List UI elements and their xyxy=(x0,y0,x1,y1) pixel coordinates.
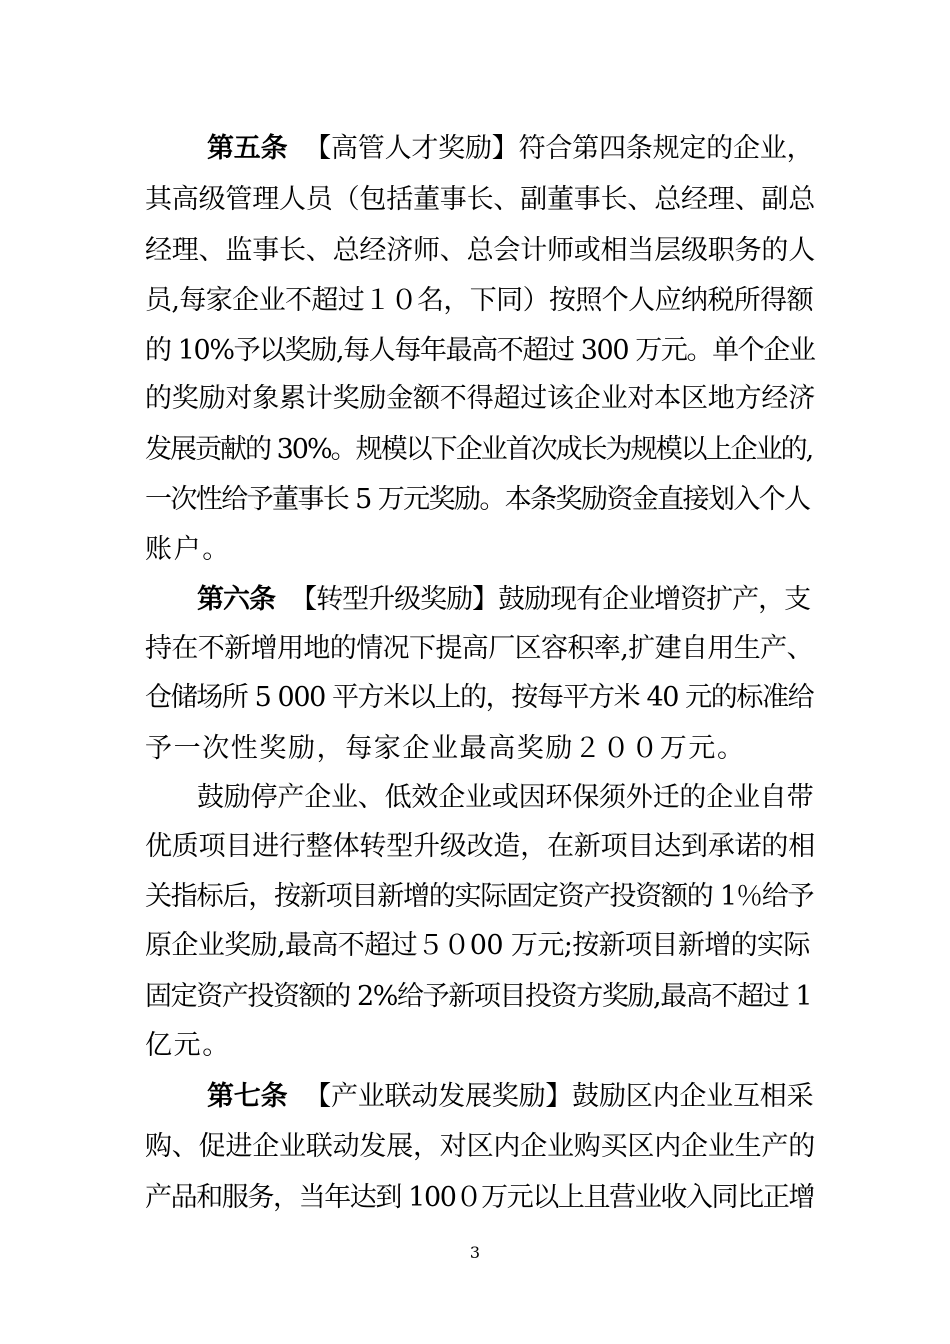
article-5-line-3: 经理、监事长、总经济师、总会计师或相当层级职务的人 xyxy=(145,235,815,266)
article-7-line-3: 产品和服务，当年达到 100０万元以上且营业收入同比正增 xyxy=(145,1182,814,1213)
article-5-first-line xyxy=(207,132,813,166)
article-5-line-4: 员,每家企业不超过１０名，下同）按照个人应纳税所得额 xyxy=(145,285,813,316)
article-7-heading: 第七条 xyxy=(207,1081,288,1112)
article-5-line-7: 发展贡献的 30%。规模以下企业首次成长为规模以上企业的, xyxy=(145,434,813,465)
article-5-line-2: 其高级管理人员（包括董事长、副董事长、总经理、副总 xyxy=(145,184,815,215)
article-5-heading: 第五条 xyxy=(207,133,288,164)
article-6-para2-line-1: 鼓励停产企业、低效企业或因环保须外迁的企业自带 xyxy=(197,782,814,813)
article-6-line-3: 仓储场所 5 000 平方米以上的，按每平方米 40 元的标准给 xyxy=(145,682,814,713)
article-5-line-1: 【高管人才奖励】符合第四条规定的企业， xyxy=(304,133,814,164)
article-5-line-6: 的奖励对象累计奖励金额不得超过该企业对本区地方经济 xyxy=(145,383,815,414)
article-5-line-8: 一次性给予董事长 5 万元奖励。本条奖励资金直接划入个人 xyxy=(145,484,810,515)
article-6-para2-line-2: 优质项目进行整体转型升级改造，在新项目达到承诺的相 xyxy=(145,831,815,862)
article-7-first-line xyxy=(207,1080,813,1114)
article-6-line-4: 予一次性奖励，每家企业最高奖励２００万元。 xyxy=(145,733,746,764)
article-6-para2-line-3: 关指标后，按新项目新增的实际固定资产投资额的 1％给予 xyxy=(145,881,814,912)
article-5-line-9: 账户。 xyxy=(145,534,231,565)
page-number: 3 xyxy=(469,1243,481,1262)
article-6-line-1: 【转型升级奖励】鼓励现有企业增资扩产，支 xyxy=(290,584,811,615)
article-6-first-line xyxy=(197,583,810,617)
article-6-line-2: 持在不新增用地的情况下提高厂区容积率,扩建自用生产、 xyxy=(145,633,813,664)
article-6-heading: 第六条 xyxy=(197,584,275,615)
article-7-line-1: 【产业联动发展奖励】鼓励区内企业互相采 xyxy=(304,1081,814,1112)
article-7-line-2: 购、促进企业联动发展，对区内企业购买区内企业生产的 xyxy=(145,1131,815,1162)
article-6-para2-line-6: 亿元。 xyxy=(145,1030,231,1061)
article-6-para2-line-5: 固定资产投资额的 2%给予新项目投资方奖励,最高不超过 1 xyxy=(145,981,812,1012)
article-5-line-5: 的 10%予以奖励,每人每年最高不超过 300 万元。单个企业 xyxy=(145,335,815,366)
article-6-para2-line-4: 原企业奖励,最高不超过５０00 万元;按新项目新增的实际 xyxy=(145,930,810,961)
